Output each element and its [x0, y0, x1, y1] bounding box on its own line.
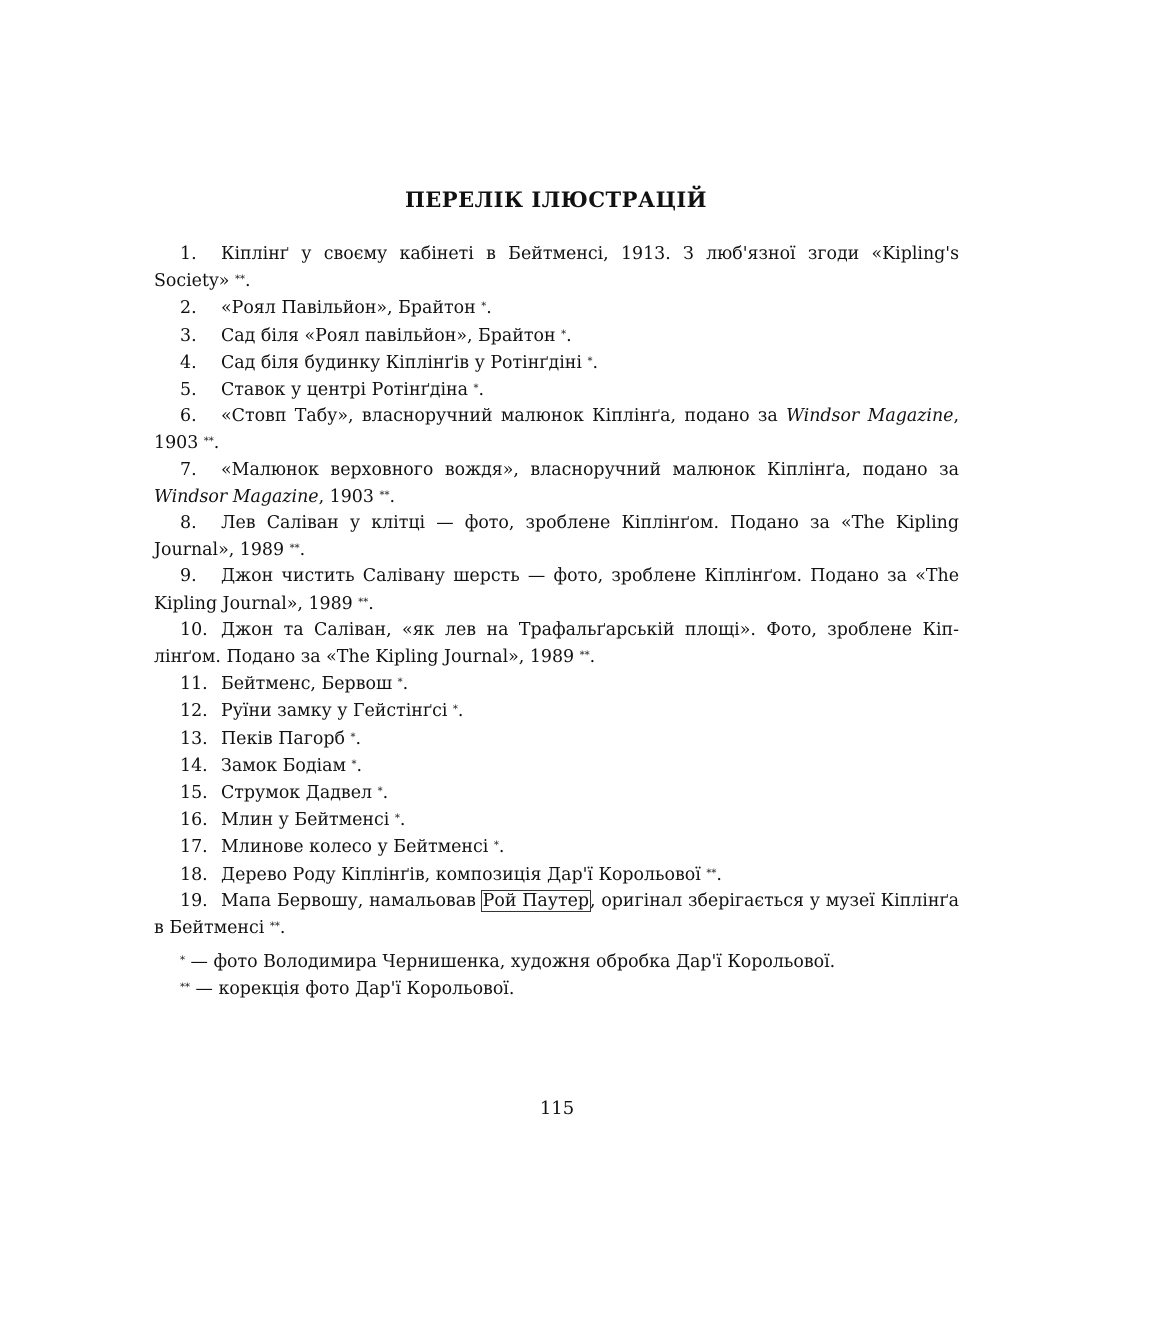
item-number: 6.	[180, 406, 197, 427]
footnote-mark: *	[397, 677, 403, 689]
item-number: 5.	[180, 380, 197, 401]
list-item	[154, 697, 959, 724]
item-end: .	[486, 298, 492, 319]
list-item	[154, 670, 959, 697]
item-text: Млин у Бейтменсі	[221, 810, 395, 831]
item-number: 15.	[180, 783, 208, 804]
item-end: .	[244, 271, 251, 292]
item-text: Млинове колесо у Бейтменсі	[221, 837, 494, 858]
list-item	[154, 725, 959, 752]
item-number: 19.	[180, 890, 208, 911]
footnote-mark: **	[180, 982, 190, 994]
list-item	[154, 806, 959, 833]
list-item	[154, 510, 959, 563]
list-item	[154, 322, 959, 349]
list-item	[154, 349, 959, 376]
item-end: .	[589, 647, 596, 668]
item-number: 7.	[180, 459, 197, 480]
footnote-mark: *	[452, 704, 458, 716]
footnote-mark: *	[561, 328, 567, 340]
item-text-continued: , 1903	[318, 486, 380, 507]
item-end: .	[402, 674, 409, 695]
item-text: «Роял Павільйон», Брайтон	[221, 298, 482, 319]
item-end: .	[368, 593, 374, 614]
footnote-text: — фото Володимира Чернишенка, художня обробка Дар'ї Корольової.	[185, 952, 836, 972]
item-end: .	[213, 433, 220, 454]
item-text: Руїни замку у Гейстінґсі	[221, 701, 453, 722]
footnotes	[154, 948, 959, 1002]
item-end: .	[716, 864, 722, 885]
item-number: 12.	[180, 701, 208, 722]
footnote-mark: **	[706, 867, 717, 879]
item-end: .	[355, 728, 361, 749]
highlighted-name: Рой Паутер	[482, 890, 590, 911]
item-number: 3.	[180, 325, 197, 346]
item-text: Джон чистить Салівану шерсть — фото, зроблене Кіплінґом. Подано за «The Kipling Journal», 1989	[154, 566, 959, 614]
list-item	[154, 241, 959, 294]
footnote-mark: **	[234, 274, 245, 286]
item-text: Лев Саліван у клітці — фото, зроблене Кіплінґом. Подано за «The Kipling Journal», 1989	[154, 513, 959, 561]
list-item	[154, 617, 959, 670]
illustration-list	[154, 241, 959, 941]
footnote-mark: *	[180, 955, 185, 966]
footnote-mark: *	[493, 840, 499, 852]
item-text: Бейтменс, Бервош	[221, 674, 398, 695]
item-text: Кіплінґ у своєму кабінеті в Бейтменсі, 1913. З люб'язної згоди «Kipling's Society»	[154, 244, 959, 292]
list-item	[154, 752, 959, 779]
item-number: 18.	[180, 864, 208, 885]
list-item	[154, 457, 959, 510]
item-end: .	[356, 755, 363, 776]
item-text-continued: , оригінал зберігається у музеї Кіплінґа в Бейтменсі	[154, 890, 959, 939]
list-item	[154, 294, 959, 321]
item-text: Сад біля «Роял павільйон», Брайтон	[221, 325, 562, 346]
footnote	[154, 948, 959, 975]
footnote-mark: *	[351, 758, 357, 770]
item-text: «Стовп Табу», власноручний малюнок Кіплінґа, подано за	[221, 406, 787, 427]
item-end: .	[498, 837, 505, 858]
item-end: .	[457, 701, 464, 722]
item-text: Ставок у центрі Ротінґдіна	[221, 380, 474, 401]
footnote-mark: *	[473, 383, 479, 395]
item-number: 16.	[180, 810, 208, 831]
footnote-mark: *	[377, 786, 383, 798]
item-number: 17.	[180, 837, 208, 858]
item-number: 1.	[180, 244, 197, 264]
item-number: 2.	[180, 298, 197, 319]
item-number: 10.	[180, 619, 208, 640]
footnote-mark: **	[379, 489, 390, 501]
item-text-continued: , 1903	[154, 406, 959, 454]
footnote-mark: *	[587, 355, 593, 367]
footnote-mark: **	[203, 436, 214, 448]
item-text: Пеків Пагорб	[221, 728, 351, 749]
footnote-mark: **	[579, 650, 590, 662]
footnote-mark: **	[269, 921, 280, 933]
item-italic-source: Windsor Magazine	[154, 486, 319, 507]
item-end: .	[389, 486, 395, 507]
item-text: Струмок Дадвел	[221, 783, 378, 804]
page-title: ПЕРЕЛІК ІЛЮСТРАЦІЙ	[404, 187, 708, 212]
footnote-mark: *	[481, 301, 487, 313]
item-end: .	[399, 810, 406, 831]
item-end: .	[566, 325, 572, 346]
list-item	[154, 779, 959, 806]
item-number: 14.	[180, 755, 208, 776]
page-number: 115	[539, 1098, 575, 1119]
item-end: .	[279, 918, 286, 939]
footnote-mark: *	[394, 813, 400, 825]
item-end: .	[299, 540, 306, 561]
item-text: Замок Бодіам	[221, 755, 352, 776]
item-number: 8.	[180, 513, 197, 534]
item-text: Дерево Роду Кіплінґів, композиція Дар'ї Корольової	[221, 864, 707, 885]
list-item	[154, 861, 959, 888]
footnote	[154, 975, 959, 1002]
item-text: Джон та Саліван, «як лев на Трафальґарській площі». Фото, зроблене Кіплінґом. Подано за «The Kipling Journal», 1989	[154, 619, 959, 668]
item-end: .	[382, 783, 389, 804]
list-item	[154, 833, 959, 860]
item-italic-source: Windsor Magazine	[786, 406, 954, 427]
item-number: 4.	[180, 352, 197, 373]
item-text: Мапа Бервошу, намальовав	[221, 890, 482, 911]
footnote-text: — корекція фото Дар'ї Корольової.	[190, 979, 515, 1000]
item-number: 13.	[180, 728, 208, 749]
list-item	[154, 403, 959, 456]
item-end: .	[478, 380, 485, 401]
footnote-mark: *	[350, 731, 356, 743]
list-item	[154, 888, 959, 941]
list-item	[154, 376, 959, 403]
item-end: .	[592, 352, 598, 373]
item-number: 9.	[180, 566, 197, 587]
footnote-mark: **	[289, 543, 300, 555]
list-item	[154, 563, 959, 616]
footnote-mark: **	[358, 596, 369, 608]
item-number: 11.	[180, 674, 208, 695]
item-text: «Малюнок верховного вождя», власноручний малюнок Кіплінґа, подано за	[221, 459, 959, 480]
item-text: Сад біля будинку Кіплінґів у Ротінґдіні	[221, 352, 588, 373]
